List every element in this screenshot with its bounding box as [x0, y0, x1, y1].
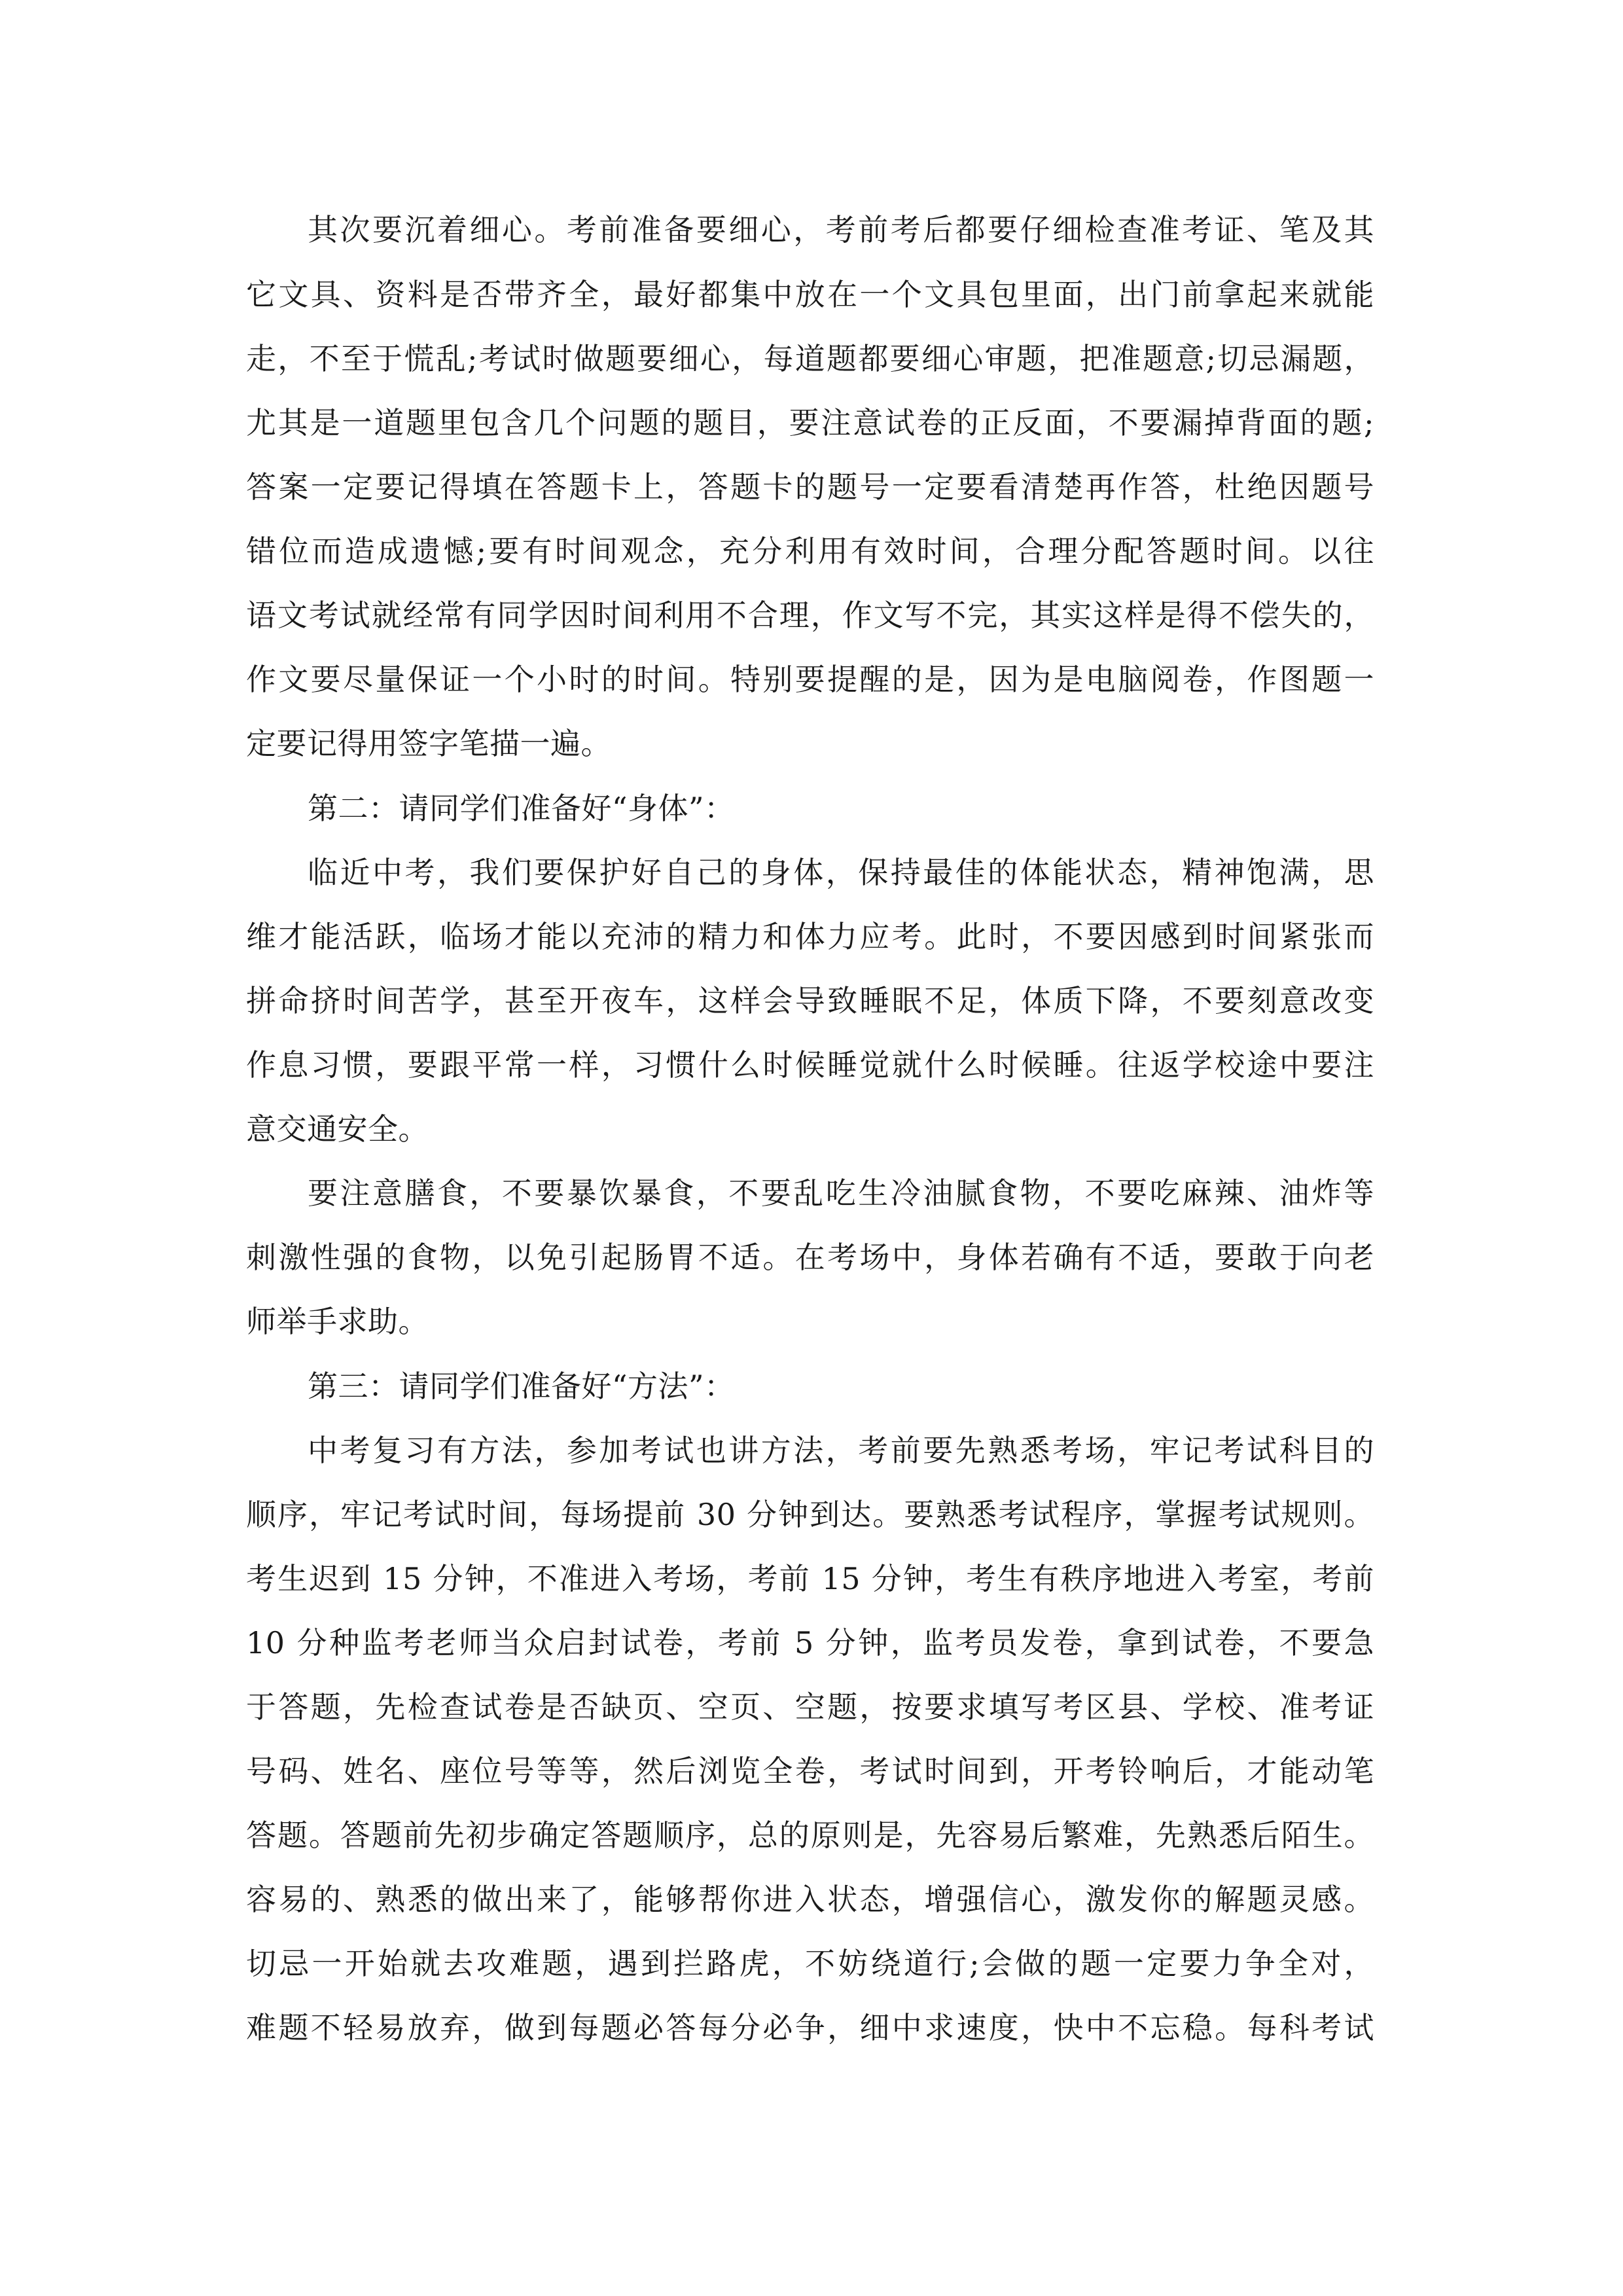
text-line: 刺激性强的食物，以免引起肠胃不适。在考场中，身体若确有不适，要敢于向老 — [246, 1240, 1374, 1275]
text-line: 它文具、资料是否带齐全，最好都集中放在一个文具包里面，出门前拿起来就能 — [246, 277, 1374, 312]
text-line: 答案一定要记得填在答题卡上，答题卡的题号一定要看清楚再作答，杜绝因题号 — [246, 469, 1374, 505]
text-line: 10 分种监考老师当众启封试卷，考前 5 分钟，监考员发卷，拿到试卷，不要急 — [246, 1625, 1374, 1660]
text-line: 顺序，牢记考试时间，每场提前 30 分钟到达。要熟悉考试程序，掌握考试规则。 — [246, 1497, 1374, 1532]
text-line: 走，不至于慌乱;考试时做题要细心，每道题都要细心审题，把准题意;切忌漏题， — [246, 341, 1374, 376]
section-heading: 第二：请同学们准备好“身体”： — [308, 791, 735, 826]
text-line: 拼命挤时间苦学，甚至开夜车，这样会导致睡眠不足，体质下降，不要刻意改变 — [246, 983, 1374, 1018]
text-line: 作文要尽量保证一个小时的时间。特别要提醒的是，因为是电脑阅卷，作图题一 — [246, 662, 1374, 697]
text-line: 临近中考，我们要保护好自己的身体，保持最佳的体能状态，精神饱满，思 — [308, 855, 1374, 890]
text-line: 意交通安全。 — [246, 1111, 429, 1147]
text-line: 难题不轻易放弃，做到每题必答每分必争，细中求速度，快中不忘稳。每科考试 — [246, 2010, 1374, 2045]
text-line: 错位而造成遗憾;要有时间观念，充分利用有效时间，合理分配答题时间。以往 — [246, 533, 1374, 569]
text-line: 答题。答题前先初步确定答题顺序，总的原则是，先容易后繁难，先熟悉后陌生。 — [246, 1818, 1374, 1853]
text-line: 要注意膳食，不要暴饮暴食，不要乱吃生冷油腻食物，不要吃麻辣、油炸等 — [308, 1175, 1374, 1211]
text-line: 其次要沉着细心。考前准备要细心，考前考后都要仔细检查准考证、笔及其 — [308, 212, 1374, 247]
text-line: 容易的、熟悉的做出来了，能够帮你进入状态，增强信心，激发你的解题灵感。 — [246, 1882, 1374, 1917]
text-line: 中考复习有方法，参加考试也讲方法，考前要先熟悉考场，牢记考试科目的 — [308, 1433, 1374, 1468]
text-line: 号码、姓名、座位号等等，然后浏览全卷，考试时间到，开考铃响后，才能动笔 — [246, 1753, 1374, 1789]
text-line: 维才能活跃，临场才能以充沛的精力和体力应考。此时，不要因感到时间紧张而 — [246, 919, 1374, 954]
text-line: 语文考试就经常有同学因时间利用不合理，作文写不完，其实这样是得不偿失的， — [246, 598, 1374, 633]
text-line: 切忌一开始就去攻难题，遇到拦路虎，不妨绕道行;会做的题一定要力争全对， — [246, 1946, 1374, 1981]
text-line: 考生迟到 15 分钟，不准进入考场，考前 15 分钟，考生有秩序地进入考室，考前 — [246, 1561, 1374, 1596]
text-line: 定要记得用签字笔描一遍。 — [246, 726, 611, 761]
text-line: 尤其是一道题里包含几个问题的题目，要注意试卷的正反面，不要漏掉背面的题; — [246, 405, 1374, 440]
text-line: 作息习惯，要跟平常一样，习惯什么时候睡觉就什么时候睡。往返学校途中要注 — [246, 1047, 1374, 1083]
section-heading: 第三：请同学们准备好“方法”： — [308, 1369, 735, 1404]
text-line: 师举手求助。 — [246, 1304, 429, 1339]
text-line: 于答题，先检查试卷是否缺页、空页、空题，按要求填写考区县、学校、准考证 — [246, 1689, 1374, 1725]
